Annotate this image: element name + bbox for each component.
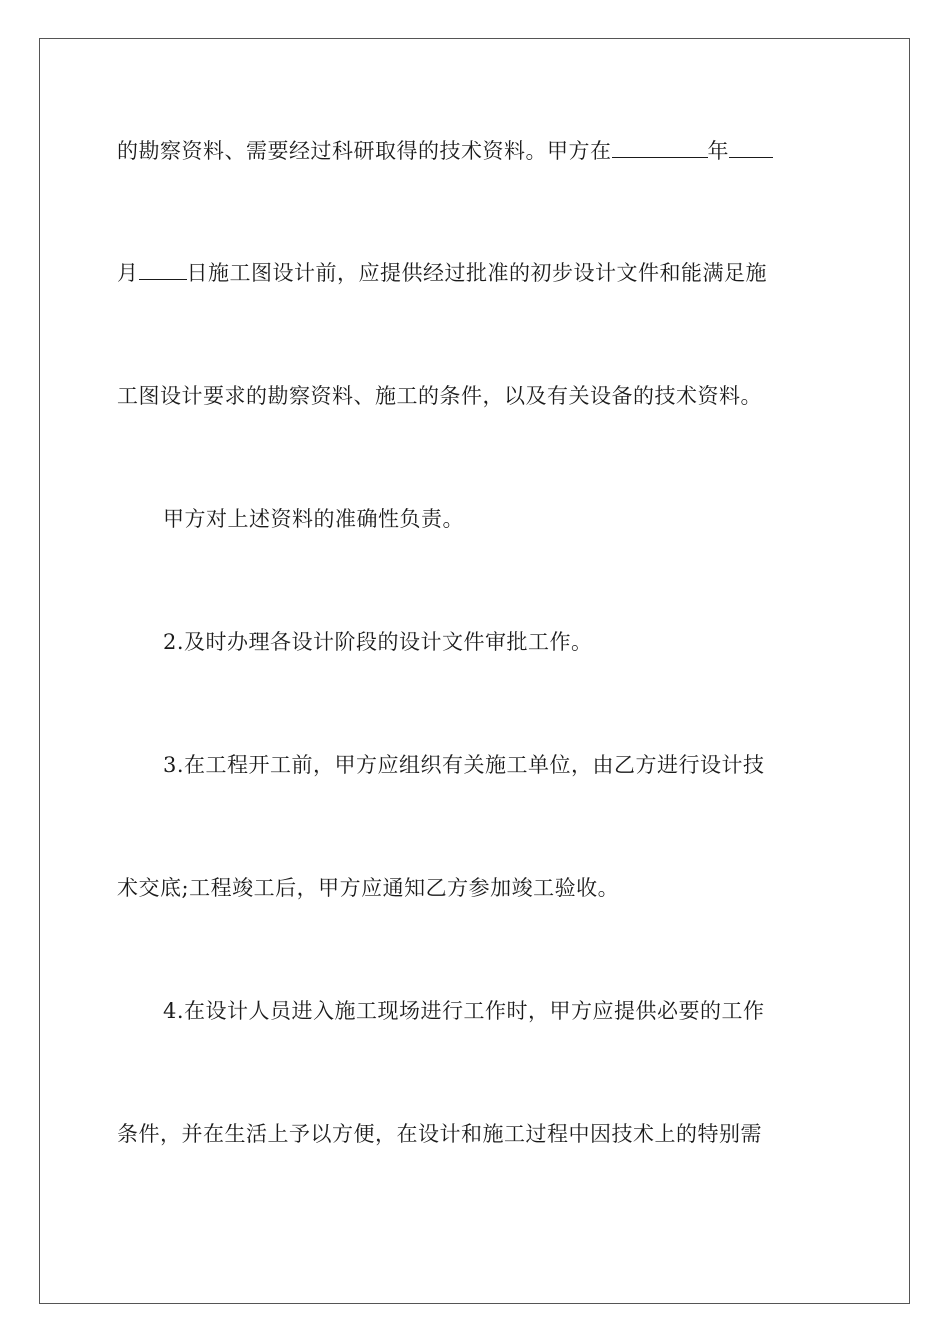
page-border — [39, 38, 910, 1304]
document-line-3 — [117, 381, 833, 411]
line-2-month-label: 月 — [117, 261, 139, 285]
document-line-4 — [117, 504, 833, 534]
document-line-8 — [117, 996, 833, 1026]
clause-4-continued: 条件，并在生活上予以方便，在设计和施工过程中因技术上的特别需 — [117, 1122, 762, 1146]
line-3-text: 工图设计要求的勘察资料、施工的条件，以及有关设备的技术资料。 — [117, 384, 762, 408]
document-line-2 — [117, 258, 833, 288]
clause-3-text: 3.在工程开工前，甲方应组织有关施工单位，由乙方进行设计技 — [163, 753, 765, 777]
clause-2-text: 2.及时办理各设计阶段的设计文件审批工作。 — [163, 630, 593, 654]
line-4-text: 甲方对上述资料的准确性负责。 — [163, 507, 464, 531]
document-line-5 — [117, 627, 833, 657]
document-line-9 — [117, 1119, 833, 1149]
clause-3-continued: 术交底;工程竣工后，甲方应通知乙方参加竣工验收。 — [117, 876, 620, 900]
document-line-1 — [117, 136, 833, 166]
clause-4-text: 4.在设计人员进入施工现场进行工作时，甲方应提供必要的工作 — [163, 999, 765, 1023]
blank-year-tail[interactable] — [729, 137, 773, 158]
line-2-text: 日施工图设计前，应提供经过批准的初步设计文件和能满足施 — [186, 261, 767, 285]
blank-year[interactable] — [612, 137, 708, 158]
document-line-6 — [117, 750, 833, 780]
blank-month[interactable] — [139, 259, 187, 280]
line-1-text: 的勘察资料、需要经过科研取得的技术资料。甲方在 — [117, 139, 612, 163]
line-1-year-label: 年 — [707, 139, 729, 163]
document-line-7 — [117, 873, 833, 903]
